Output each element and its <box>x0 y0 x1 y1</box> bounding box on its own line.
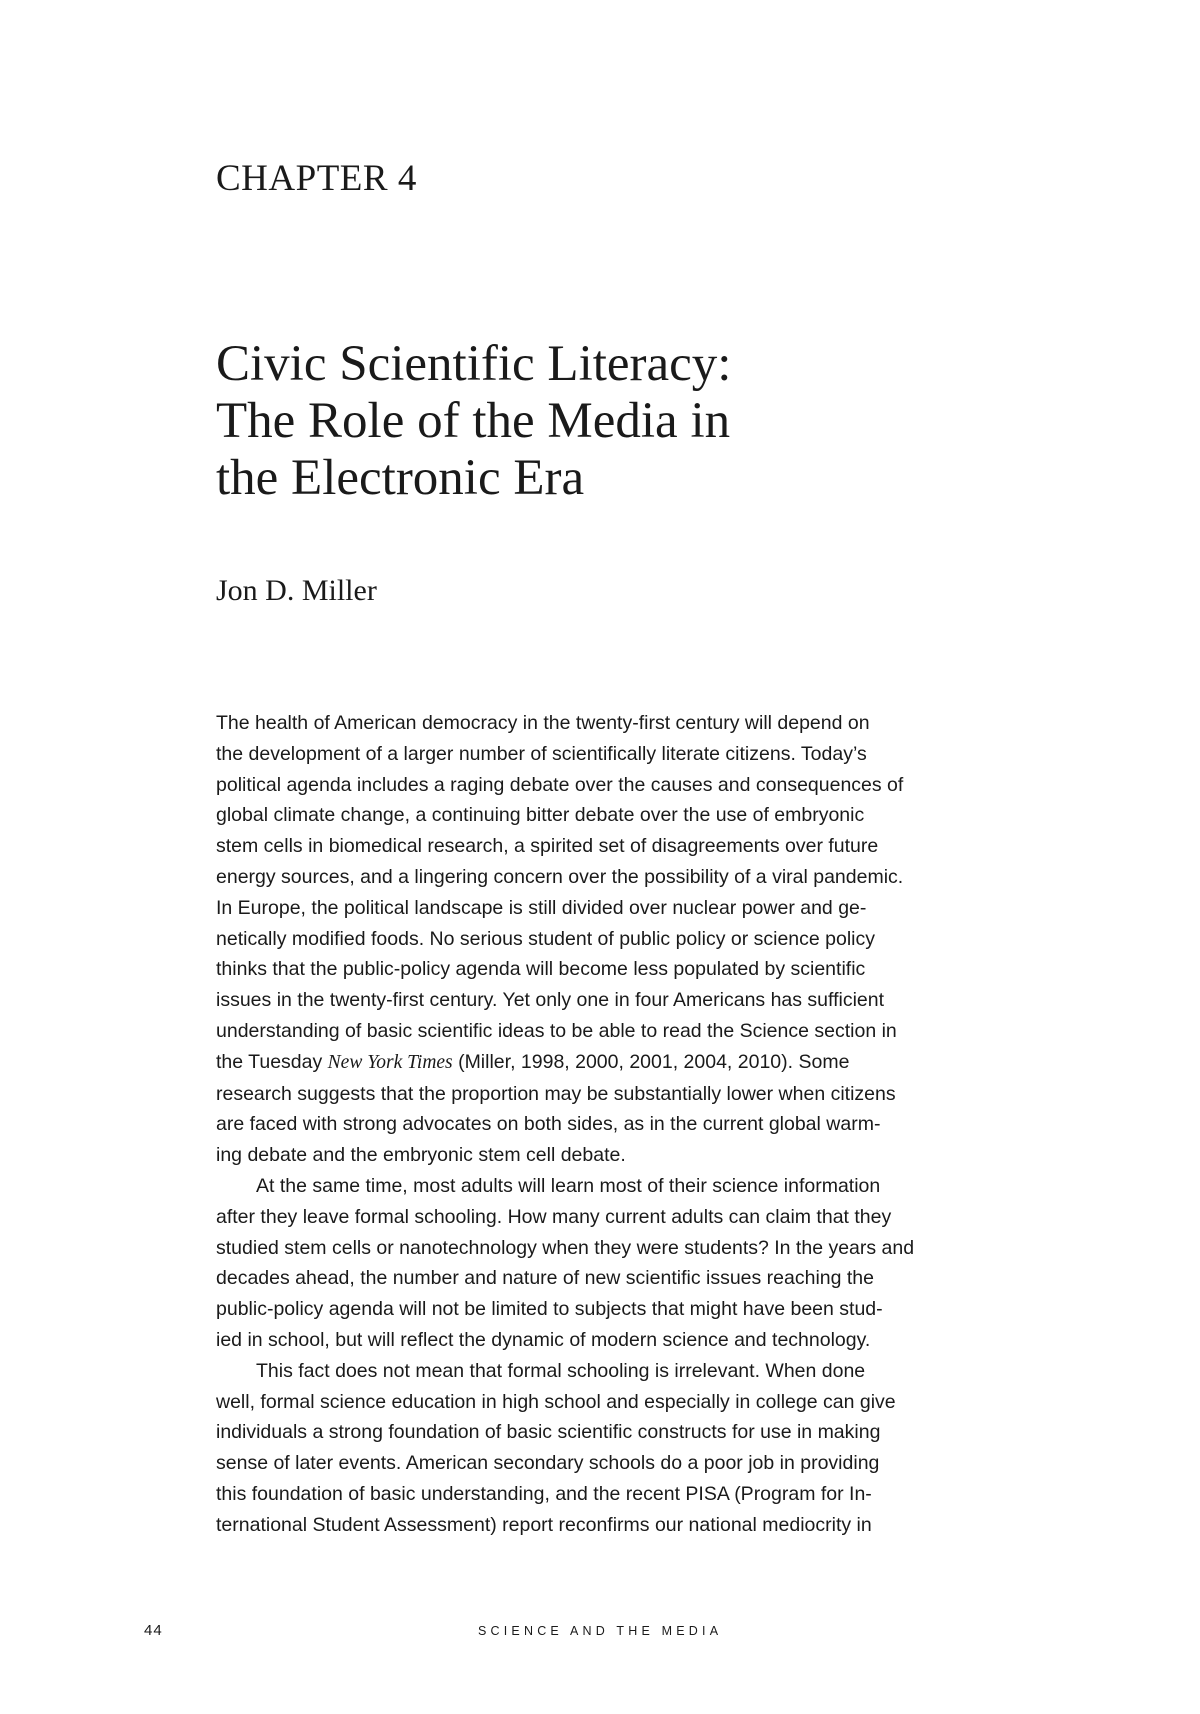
text-segment: the Tuesday <box>216 1050 328 1073</box>
text-line <box>216 1047 984 1079</box>
text-line: The health of American democracy in the twenty-first century will depend on <box>216 712 870 734</box>
chapter-title-line: Civic Scientific Literacy: <box>216 336 732 392</box>
text-line: are faced with strong advocates on both sides, as in the current global warm- <box>216 1113 881 1136</box>
text-line: individuals a strong foundation of basic scientific constructs for use in making <box>216 1421 881 1444</box>
text-line: ing debate and the embryonic stem cell debate. <box>216 1144 626 1167</box>
text-line: after they leave formal schooling. How many current adults can claim that they <box>216 1205 892 1228</box>
text-line: studied stem cells or nanotechnology when they were students? In the years and <box>216 1236 915 1259</box>
body-text <box>216 708 984 1541</box>
text-line: This fact does not mean that formal schooling is irrelevant. When done <box>256 1359 866 1382</box>
text-line: decades ahead, the number and nature of new scientific issues reaching the <box>216 1267 875 1290</box>
text-line: global climate change, a continuing bitter debate over the use of embryonic <box>216 804 865 827</box>
text-line: netically modified foods. No serious student of public policy or science policy <box>216 927 876 950</box>
text-line: understanding of basic scientific ideas to be able to read the Science section in <box>216 1019 897 1042</box>
chapter-label: CHAPTER 4 <box>216 158 417 199</box>
running-footer: SCIENCE AND THE MEDIA <box>478 1624 723 1638</box>
chapter-title-line: the Electronic Era <box>216 450 585 506</box>
chapter-title <box>216 336 976 507</box>
paragraph-2 <box>216 1171 984 1356</box>
text-line: public-policy agenda will not be limited to subjects that might have been stud- <box>216 1298 883 1321</box>
text-line: political agenda includes a raging debate over the causes and consequences of <box>216 773 904 796</box>
paragraph-1 <box>216 708 984 1171</box>
text-line: this foundation of basic understanding, and the recent PISA (Program for In- <box>216 1482 872 1505</box>
text-line: ternational Student Assessment) report reconfirms our national mediocrity in <box>216 1513 872 1536</box>
paragraph-3 <box>216 1356 984 1541</box>
text-line: issues in the twenty-first century. Yet only one in four Americans has sufficient <box>216 989 885 1012</box>
text-segment: (Miller, 1998, 2000, 2001, 2004, 2010). Some <box>452 1050 850 1073</box>
text-line: sense of later events. American secondary schools do a poor job in providing <box>216 1452 880 1475</box>
author-name: Jon D. Miller <box>216 574 377 607</box>
text-line: energy sources, and a lingering concern over the possibility of a viral pandemic. <box>216 865 904 888</box>
newspaper-title: New York Times <box>327 1051 453 1073</box>
text-line: well, formal science education in high school and especially in college can give <box>216 1390 896 1413</box>
page-number: 44 <box>144 1622 163 1639</box>
text-line: At the same time, most adults will learn most of their science information <box>256 1174 881 1197</box>
text-line: In Europe, the political landscape is still divided over nuclear power and ge- <box>216 896 867 919</box>
text-line: the development of a larger number of scientifically literate citizens. Today’s <box>216 742 867 765</box>
text-line: stem cells in biomedical research, a spirited set of disagreements over future <box>216 835 879 858</box>
text-line: thinks that the public-policy agenda will become less populated by scientific <box>216 958 866 981</box>
text-line: research suggests that the proportion may be substantially lower when citizens <box>216 1082 896 1105</box>
text-line: ied in school, but will reflect the dynamic of modern science and technology. <box>216 1328 871 1351</box>
chapter-title-line: The Role of the Media in <box>216 393 731 449</box>
